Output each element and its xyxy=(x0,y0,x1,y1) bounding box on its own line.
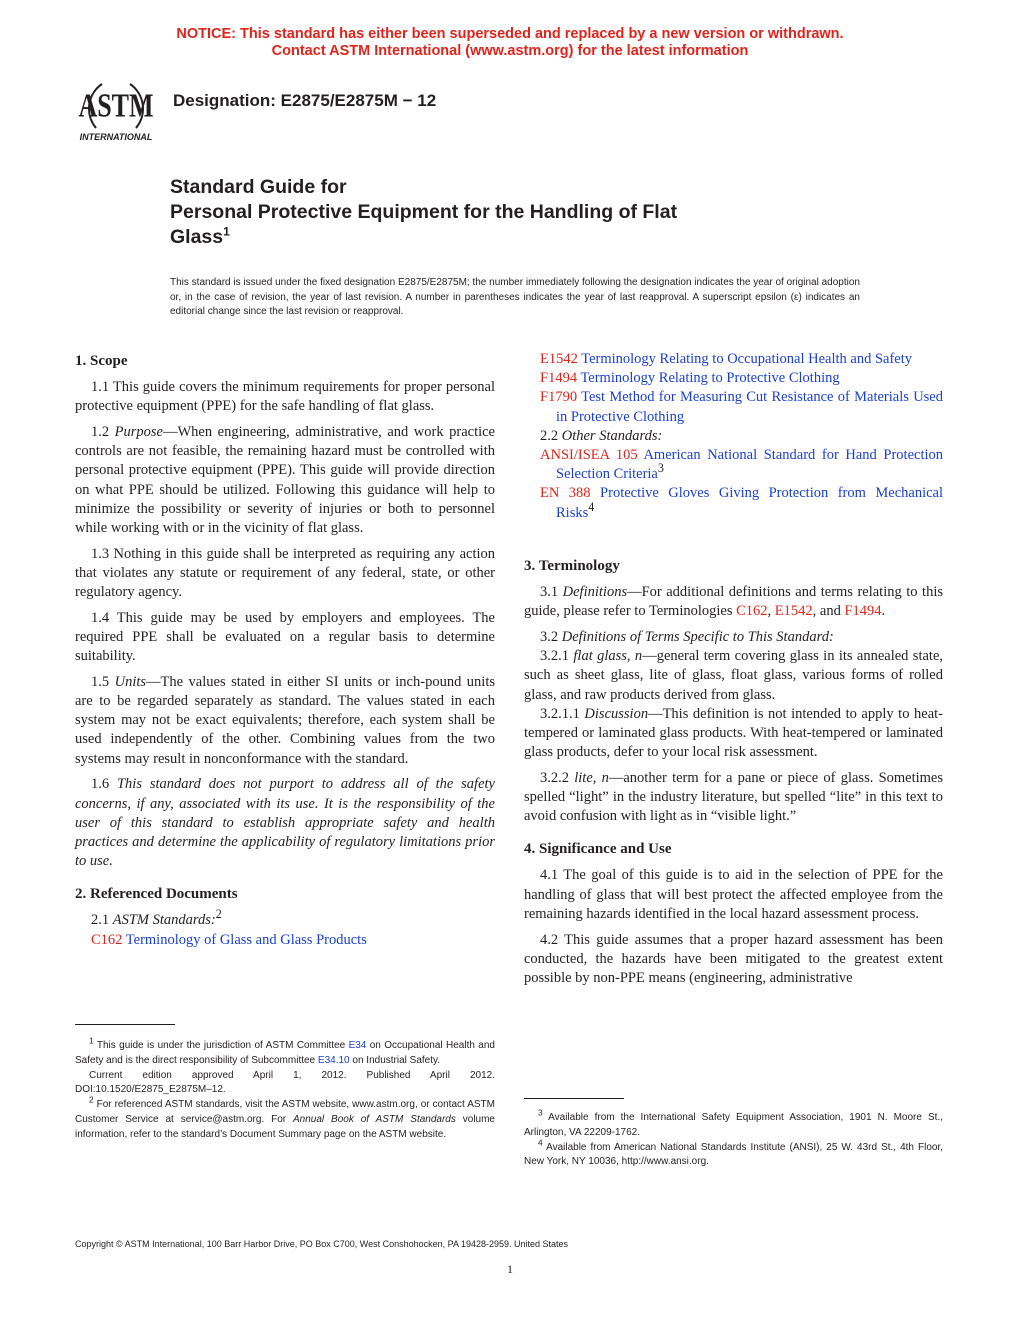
footnote-rule xyxy=(75,1024,175,1025)
ref-c162[interactable]: C162 Terminology of Glass and Glass Products xyxy=(91,931,367,948)
para-3-2-2: 3.2.2 lite, n—another term for a pane or piece of glass. Sometimes spelled “light” in the industry literature, but spelled “lite” in this text to avoid confusion with light as in “visible light.” xyxy=(524,769,944,825)
link-c162[interactable]: C162 xyxy=(736,603,768,620)
section-heading-significance: 4. Significance and Use xyxy=(524,841,672,858)
astm-logo xyxy=(74,76,164,146)
ref-ansi-isea-105[interactable]: ANSI/ISEA 105 American National Standard for Hand Protection Selection Criteria$^3$ xyxy=(540,447,943,483)
astm-standards-label: 2.1 ASTM Standards:$^2$ xyxy=(91,907,222,929)
ref-en-388[interactable]: EN 388 Protective Gloves Giving Protection from Mechanical Risks$^4$ xyxy=(540,485,943,521)
section-heading-referenced: 2. Referenced Documents xyxy=(75,886,238,903)
footnote-2: $^2$ For referenced ASTM standards, visit the ASTM website, www.astm.org, or contact ASTM Customer Service at service@astm.org. For Annual Book of ASTM Standards volume information, refer to the standard’s Document Summary page on the ASTM website. xyxy=(75,1094,495,1140)
footnote-mark: 1 xyxy=(223,224,230,239)
footnote-1-edition: Current edition approved April 1, 2012. Published April 2012. DOI:10.1520/E2875_E2875M–12. xyxy=(75,1069,495,1096)
footnote-3: $^3$ Available from the International Safety Equipment Association, 1901 N. Moore St., Arlington, VA 22209-1762. xyxy=(524,1107,943,1138)
title-line-2: Personal Protective Equipment for the Handling of Flat xyxy=(170,201,678,223)
issuance-note: This standard is issued under the fixed designation E2875/E2875M; the number immediately following the designation indicates the year of original adoption or, in the case of revision, the year of last revision. A number in parentheses indicates the year of last reapproval. A superscript epsilon (ε) indicates an editorial change since the last revision or reapproval. xyxy=(170,277,860,317)
footnotes-left xyxy=(75,1024,495,1143)
title-line-1: Standard Guide for xyxy=(170,176,347,198)
footnotes-right xyxy=(524,1098,943,1170)
notice-line-1: NOTICE: This standard has either been superseded and replaced by a new version or withdrawn. xyxy=(176,26,844,42)
para-1-3: 1.3 Nothing in this guide shall be interpreted as requiring any action that violates any statute or requirement of any federal, state, or other regulatory agency. xyxy=(75,545,495,601)
para-1-6: 1.6 This standard does not purport to address all of the safety concerns, if any, associated with its use. It is the responsibility of the user of this standard to establish appropriate safety and health practices and determine the applicability of regulatory limitations prior to use. xyxy=(75,776,495,870)
ref-e1542[interactable]: E1542 Terminology Relating to Occupational Health and Safety xyxy=(540,351,913,367)
right-column xyxy=(540,350,943,523)
footnote-4: $^4$ Available from American National Standards Institute (ANSI), 25 W. 43rd St., 4th Floor, New York, NY 10036, http://www.ansi.org. xyxy=(524,1137,943,1168)
para-1-1: 1.1 This guide covers the minimum requirements for proper personal protective equipment (PPE) for the safe handling of flat glass. xyxy=(75,379,495,415)
para-1-5: 1.5 Units—The values stated in either SI units or inch-pound units are to be regarded separately as standard. The values stated in each system may not be exact equivalents; therefore, each system shall be used independently of the other. Combining values from the two systems may result in nonconformance with the standard. xyxy=(75,673,495,767)
link-e1542[interactable]: E1542 xyxy=(774,603,813,620)
svg-text:INTERNATIONAL: INTERNATIONAL xyxy=(79,132,153,142)
ref-f1790[interactable]: F1790 Test Method for Measuring Cut Resistance of Materials Used in Protective Clothing xyxy=(540,389,943,425)
para-1-2: 1.2 Purpose—When engineering, administrative, and work practice controls are not feasible, the remaining hazard must be controlled with personal protective equipment (PPE). This guide will provide direction on what PPE should be utilized. Following this guidance will help to minimize the possibility or severity of injuries or both to personnel while working with or in the vicinity of flat glass. xyxy=(75,423,495,536)
link-e34[interactable]: E34 xyxy=(348,1040,367,1051)
footnote-1: $^1$ This guide is under the jurisdiction of ASTM Committee E34 on Occupational Health and Safety and is the direct responsibility of Subcommittee E34.10 on Industrial Safety. xyxy=(75,1035,495,1066)
section-heading-terminology: 3. Terminology xyxy=(524,558,620,574)
para-3-2-1: 3.2.1 flat glass, n—general term covering glass in its annealed state, such as sheet glass, lite of glass, float glass, various forms of rolled glass, and raw products derived from glass. xyxy=(524,648,944,703)
para-3-2-1-1: 3.2.1.1 Discussion—This definition is not intended to apply to heat-tempered or laminated glass products. With heat-tempered or laminated glass products, defer to your local risk assessment. xyxy=(524,705,943,761)
notice-line-2: Contact ASTM International (www.astm.org) for the latest information xyxy=(271,43,749,59)
link-f1494[interactable]: F1494 xyxy=(844,603,882,620)
title-line-3: Glass$^1$ xyxy=(170,224,230,248)
para-4-1: 4.1 The goal of this guide is to aid in the selection of PPE for the handling of glass that will best protect the affected employee from the remaining hazards identified in the local hazard assessment process. xyxy=(524,867,943,922)
section-heading-scope: 1. Scope xyxy=(75,353,128,369)
designation: Designation: E2875/E2875M − 12 xyxy=(173,91,437,110)
para-3-1: 3.1 Definitions—For additional definitions and terms relating to this guide, please refer to Terminologies C162, E1542, and F1494. xyxy=(524,584,943,620)
svg-text:ASTM: ASTM xyxy=(78,86,154,125)
document-title xyxy=(170,175,870,250)
page-number: 1 xyxy=(507,1262,513,1276)
para-1-4: 1.4 This guide may be used by employers and employees. The required PPE shall be evaluated on a regular basis to determine suitability. xyxy=(75,609,495,665)
other-standards-label: 2.2 Other Standards: xyxy=(540,427,663,444)
footnote-rule-right xyxy=(524,1098,624,1099)
link-e34-10[interactable]: E34.10 xyxy=(317,1054,350,1066)
withdrawal-notice xyxy=(0,26,1020,60)
copyright-footer: Copyright © ASTM International, 100 Barr Harbor Drive, PO Box C700, West Conshohocken, PA 19428-2959. United States xyxy=(75,1239,569,1249)
ref-f1494[interactable]: F1494 Terminology Relating to Protective Clothing xyxy=(540,370,840,387)
right-column-lower xyxy=(524,555,943,995)
para-3-2: 3.2 Definitions of Terms Specific to This Standard: xyxy=(540,628,834,645)
left-column xyxy=(75,350,495,1140)
para-4-2: 4.2 This guide assumes that a proper hazard assessment has been conducted, the hazards have been mitigated to the greatest extent possible by non-PPE means (engineering, administrative xyxy=(524,931,943,986)
